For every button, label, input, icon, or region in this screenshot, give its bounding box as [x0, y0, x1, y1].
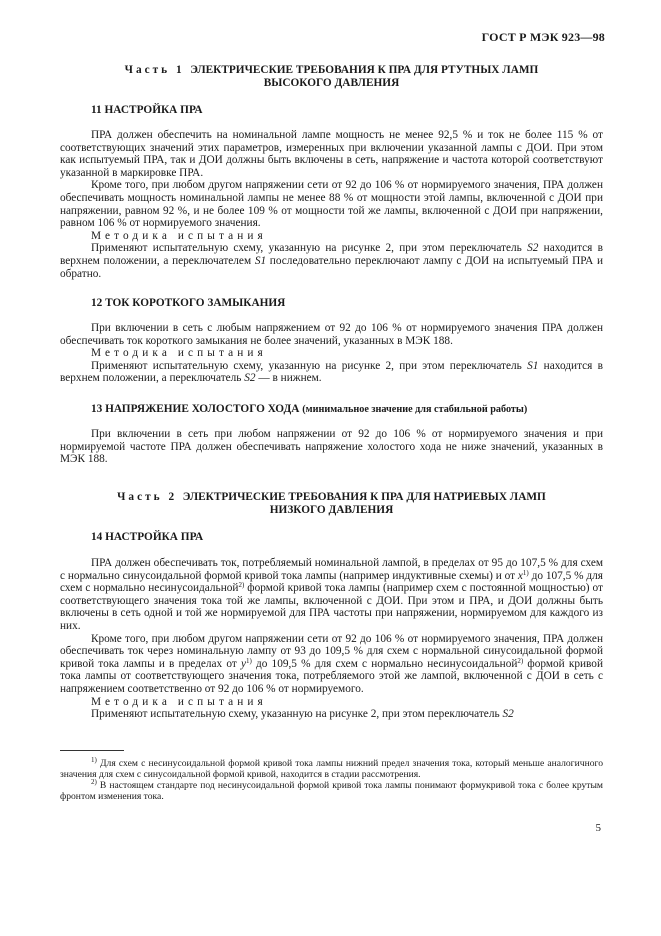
section-13-body — [60, 428, 603, 466]
section-14-body — [60, 557, 603, 721]
footnote-separator — [60, 750, 124, 751]
part2-title — [60, 491, 603, 517]
variable-y: y — [240, 657, 246, 670]
text-span: — в нижнем. — [255, 372, 322, 385]
section-12-paragraph-1: При включении в сеть с любым напряжением от 92 до 106 % от нормируемого значения ПРА должен обеспечивать ток короткого замыкания не более значений, указанных в МЭК 188. — [60, 322, 603, 347]
part2-title-line2: НИЗКОГО ДАВЛЕНИЯ — [269, 503, 394, 516]
footnote-ref: 1) — [522, 568, 529, 577]
section-13-paragraph-1: При включении в сеть при любом напряжении от 92 до 106 % от нормируемого значения и при нормируемой частоте ПРА должен обеспечивать напряжение холостого хода не ниже значений, указанных в МЭК 188. — [60, 428, 603, 466]
text-span: ПРА должен обеспечивать ток, потребляемый номинальной лампой, в пределах от 95 до 107,5 % для схем с нормально синусоидальной формой кривой тока лампы (например индуктивные схемы) и от — [60, 557, 603, 582]
section-11-title: 11 НАСТРОЙКА ПРА — [91, 104, 203, 116]
part2-title-line1: ЭЛЕКТРИЧЕСКИЕ ТРЕБОВАНИЯ К ПРА ДЛЯ НАТРИЕВЫХ ЛАМП — [182, 491, 546, 503]
text-span: до 109,5 % для схем с нормально несинусоидальной — [251, 657, 518, 670]
switch-s1-label: S1 — [254, 254, 267, 267]
section-11-paragraph-3 — [60, 242, 603, 280]
section-11-paragraph-2: Кроме того, при любом другом напряжении сети от 92 до 106 % от нормируемого значения, ПРА должен обеспечивать мощность номинальной лампы не менее 88 % от мощности этой лампы, включенной с ДОИ при напряжении, равном 92 %, и не более 109 % от мощности той же лампы, включенной с ДОИ при напряжении, равном 106 % от нормируемого значения. — [60, 179, 603, 230]
section-14-paragraph-3 — [60, 708, 603, 721]
part2-label: Часть 2 — [117, 491, 178, 503]
section-13-title-note: (минимальное значение для стабильной работы) — [302, 404, 528, 415]
switch-s2-label: S2 — [527, 242, 539, 255]
section-12-title: 12 ТОК КОРОТКОГО ЗАМЫКАНИЯ — [91, 297, 286, 309]
section-14-method-heading: Методика испытания — [91, 695, 267, 708]
text-span: Применяют испытательную схему, указанную на рисунке 2, при этом переключатель — [91, 359, 528, 372]
text-span: формой кривой тока лампы (например схем с постоянной мощностью) от соответствующего значения тока той же лампы, включенной с ДОИ. При этом и ПРА, и ДОИ должны быть включены в сеть одной и той же нормируемой для ПРА частоты при напряжении, нормируемом для каждого из них. — [60, 582, 603, 632]
section-14-paragraph-2 — [60, 633, 603, 696]
section-11-method-heading: Методика испытания — [91, 229, 267, 242]
footnote-mark: 1) — [91, 756, 97, 764]
footnote-2 — [60, 780, 603, 802]
switch-s2-label: S2 — [502, 708, 514, 721]
section-14-title: 14 НАСТРОЙКА ПРА — [91, 531, 204, 543]
switch-s2-label: S2 — [244, 372, 256, 385]
footnote-ref: 1) — [245, 656, 252, 665]
variable-x: x — [517, 569, 523, 582]
text-span: Применяют испытательную схему, указанную на рисунке 2, при этом переключатель — [91, 708, 503, 721]
part1-title — [60, 64, 603, 90]
standard-header: ГОСТ Р МЭК 923—98 — [481, 30, 605, 44]
text-span: Кроме того, при любом другом напряжении сети от 92 до 106 % от нормируемого значения, ПРА должен обеспечивать ток через номинальную лампу от 93 до 109,5 % для схем с нормальной синусоидальной формой кривой тока лампы и в пределах от — [60, 632, 603, 670]
section-14-paragraph-1 — [60, 557, 603, 633]
part1-label: Часть 1 — [124, 64, 185, 76]
section-12-method-heading: Методика испытания — [91, 347, 267, 360]
footnote-ref: 2) — [238, 581, 245, 590]
section-12-paragraph-2 — [60, 360, 603, 385]
page-number: 5 — [595, 822, 601, 834]
section-13-title-text: 13 НАПРЯЖЕНИЕ ХОЛОСТОГО ХОДА — [91, 403, 300, 415]
section-12-body — [60, 322, 603, 385]
switch-s1-label: S1 — [527, 359, 539, 372]
text-span: формой кривой тока лампы от соответствующего значения тока, потребляемого этой же лампой, включенной с ДОИ в сеть с напряжением соответственно от 92 до 106 % от нормируемого. — [60, 657, 604, 695]
text-span: находится в верхнем положении, а переключатель — [60, 359, 603, 385]
footnotes — [60, 758, 603, 802]
text-span: Применяют испытательную схему, указанную на рисунке 2, при этом переключатель — [91, 242, 528, 255]
section-11-paragraph-1: ПРА должен обеспечить на номинальной лампе мощность не менее 92,5 % и ток не более 115 % от соответствующих значений этих параметров, измеренных при включении указанной лампы с ДОИ. При этом как испытуемый ПРА, так и ДОИ должны быть включены в сеть, напряжение и частота которой соответствуют указанной в маркировке ПРА. — [60, 129, 603, 179]
section-13-title — [91, 403, 527, 417]
footnote-text: В настоящем стандарте под несинусоидальной формой кривой тока лампы понимают формукривой тока с более крутым фронтом изменения тока. — [60, 780, 603, 802]
section-11-body — [60, 129, 603, 280]
part1-title-line2: ВЫСОКОГО ДАВЛЕНИЯ — [263, 76, 400, 89]
footnote-mark: 2) — [91, 778, 97, 786]
footnote-ref: 2) — [517, 656, 524, 665]
text-span: находится в верхнем положении, а переключателем — [60, 242, 603, 267]
text-span: до 107,5 % для схем с нормально несинусоидальной — [60, 569, 603, 595]
footnote-text: Для схем с несинусоидальной формой кривой тока лампы нижний предел значения тока, который меньше аналогичного значения для схем с синусоидальной формой кривой, находится в стадии рассмотрения. — [60, 758, 603, 780]
part1-title-line1: ЭЛЕКТРИЧЕСКИЕ ТРЕБОВАНИЯ К ПРА ДЛЯ РТУТНЫХ ЛАМП — [190, 64, 539, 76]
footnote-1 — [60, 758, 603, 780]
text-span: последовательно переключают лампу с ДОИ на испытуемый ПРА и обратно. — [60, 254, 604, 280]
